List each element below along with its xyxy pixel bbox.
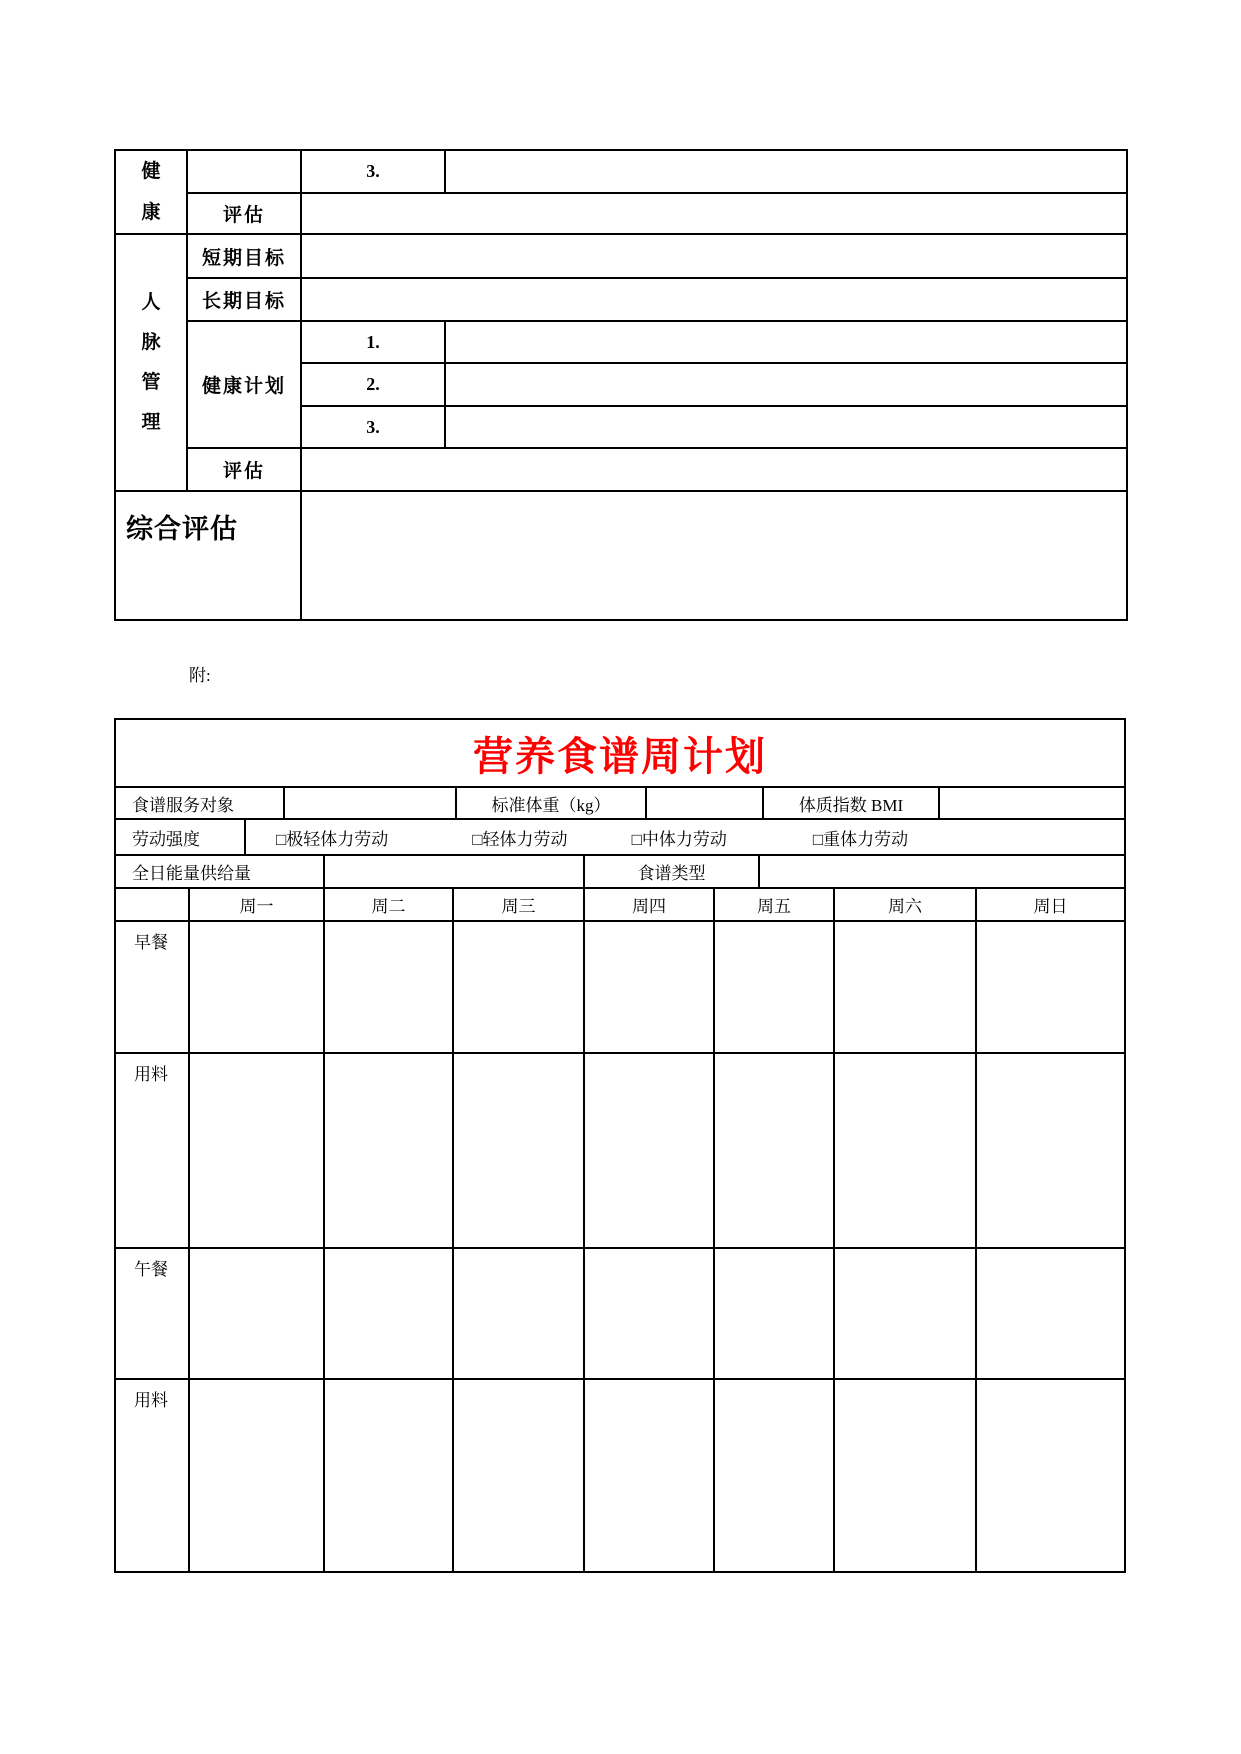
weekly-meal-plan-table [114, 718, 1126, 1573]
input-health-plan-item-3[interactable] [445, 150, 1127, 193]
health-plan-item-3-label: 3. [301, 150, 445, 193]
input-lunch-saturday[interactable] [833, 1249, 975, 1378]
input-ingredients2-monday[interactable] [188, 1380, 323, 1571]
evaluation-label: 评估 [187, 193, 301, 234]
energy-row [116, 854, 1124, 887]
plan-item-3-label: 3. [301, 406, 445, 448]
input-network-evaluation[interactable] [301, 448, 1127, 491]
breakfast-row [116, 920, 1124, 1052]
health-plan-label: 健康计划 [187, 321, 301, 448]
input-ingredients2-tuesday[interactable] [323, 1380, 452, 1571]
ingredients-label: 用料 [134, 1065, 168, 1084]
input-ingredients1-sunday[interactable] [975, 1054, 1124, 1247]
input-breakfast-monday[interactable] [188, 922, 323, 1052]
breakfast-label: 早餐 [134, 933, 168, 952]
checkbox-option-very-light-labor[interactable]: □极轻体力劳动 [276, 829, 389, 849]
health-management-table [114, 149, 1128, 621]
evaluation-label: 评估 [187, 448, 301, 491]
short-term-goal-label: 短期目标 [187, 234, 301, 278]
group-label-health: 健康 [115, 150, 187, 234]
input-plan-item-2[interactable] [445, 363, 1127, 406]
group-label-network: 人脉管理 [115, 234, 187, 491]
input-lunch-thursday[interactable] [583, 1249, 713, 1378]
input-ingredients1-tuesday[interactable] [323, 1054, 452, 1247]
input-recipe-type[interactable] [758, 856, 1124, 887]
plan-item-1-label: 1. [301, 321, 445, 363]
blank-cell [187, 150, 301, 193]
input-breakfast-saturday[interactable] [833, 922, 975, 1052]
recipe-type-label: 食谱类型 [583, 856, 758, 887]
table-row [115, 278, 1127, 321]
breakfast-ingredients-row [116, 1052, 1124, 1247]
input-plan-item-3[interactable] [445, 406, 1127, 448]
checkbox-option-medium-labor[interactable]: □中体力劳动 [631, 829, 727, 849]
standard-weight-label: 标准体重（kg） [455, 788, 645, 818]
table-row [115, 448, 1127, 491]
input-breakfast-sunday[interactable] [975, 922, 1124, 1052]
input-lunch-wednesday[interactable] [452, 1249, 583, 1378]
lunch-ingredients-row [116, 1378, 1124, 1571]
input-short-term-goal[interactable] [301, 234, 1127, 278]
info-row [116, 786, 1124, 818]
input-breakfast-friday[interactable] [713, 922, 833, 1052]
ingredients-label: 用料 [134, 1391, 168, 1410]
daily-energy-label: 全日能量供给量 [132, 864, 251, 883]
input-breakfast-tuesday[interactable] [323, 922, 452, 1052]
weekday-friday: 周五 [713, 889, 833, 920]
blank-corner-cell [116, 889, 188, 920]
input-standard-weight[interactable] [645, 788, 762, 818]
input-ingredients1-monday[interactable] [188, 1054, 323, 1247]
table-row [115, 234, 1127, 278]
input-ingredients1-wednesday[interactable] [452, 1054, 583, 1247]
input-ingredients2-friday[interactable] [713, 1380, 833, 1571]
labor-options-cell [244, 820, 1124, 854]
weekday-thursday: 周四 [583, 889, 713, 920]
input-long-term-goal[interactable] [301, 278, 1127, 321]
table-title-row [116, 720, 1124, 786]
input-ingredients1-friday[interactable] [713, 1054, 833, 1247]
labor-intensity-label: 劳动强度 [132, 829, 200, 849]
weekday-tuesday: 周二 [323, 889, 452, 920]
input-ingredients1-thursday[interactable] [583, 1054, 713, 1247]
input-breakfast-thursday[interactable] [583, 922, 713, 1052]
checkbox-option-light-labor[interactable]: □轻体力劳动 [472, 829, 568, 849]
weekday-saturday: 周六 [833, 889, 975, 920]
table-row [115, 321, 1127, 363]
labor-intensity-row [116, 818, 1124, 854]
long-term-goal-label: 长期目标 [187, 278, 301, 321]
bmi-label: 体质指数 BMI [762, 788, 938, 818]
lunch-row [116, 1247, 1124, 1378]
table-row [115, 193, 1127, 234]
overall-evaluation-label: 综合评估 [115, 491, 301, 620]
weekday-wednesday: 周三 [452, 889, 583, 920]
input-overall-evaluation[interactable] [301, 491, 1127, 620]
weekday-sunday: 周日 [975, 889, 1124, 920]
table-title: 营养食谱周计划 [473, 733, 767, 779]
input-health-evaluation[interactable] [301, 193, 1127, 234]
input-lunch-monday[interactable] [188, 1249, 323, 1378]
input-plan-item-1[interactable] [445, 321, 1127, 363]
input-lunch-tuesday[interactable] [323, 1249, 452, 1378]
checkbox-option-heavy-labor[interactable]: □重体力劳动 [812, 829, 909, 849]
table-row [115, 491, 1127, 620]
input-lunch-sunday[interactable] [975, 1249, 1124, 1378]
input-ingredients1-saturday[interactable] [833, 1054, 975, 1247]
input-lunch-friday[interactable] [713, 1249, 833, 1378]
lunch-label: 午餐 [134, 1260, 168, 1279]
weekday-header-row [116, 887, 1124, 920]
input-ingredients2-wednesday[interactable] [452, 1380, 583, 1571]
input-service-target[interactable] [283, 788, 455, 818]
input-ingredients2-sunday[interactable] [975, 1380, 1124, 1571]
input-bmi[interactable] [938, 788, 1124, 818]
service-target-label: 食谱服务对象 [132, 795, 234, 815]
input-ingredients2-thursday[interactable] [583, 1380, 713, 1571]
input-ingredients2-saturday[interactable] [833, 1380, 975, 1571]
weekday-monday: 周一 [188, 889, 323, 920]
plan-item-2-label: 2. [301, 363, 445, 406]
input-daily-energy[interactable] [323, 856, 583, 887]
attachment-note: 附: [189, 666, 211, 685]
input-breakfast-wednesday[interactable] [452, 922, 583, 1052]
table-row [115, 150, 1127, 193]
